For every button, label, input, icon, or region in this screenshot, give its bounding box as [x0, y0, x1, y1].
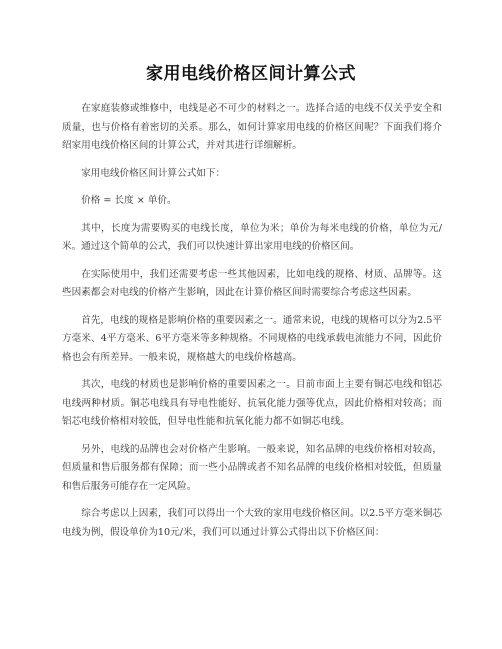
paragraph-other-factors: 在实际使用中，我们还需要考虑一些其他因素，比如电线的规格、材质、品牌等。这些因素都会对电线的价格产生影响，因此在计算价格区间时需要综合考虑这些因素。: [62, 268, 442, 298]
paragraph-formula: 价格 = 长度 × 单价。: [81, 195, 177, 206]
paragraph-brand: 另外，电线的品牌也会对价格产生影响。一般来说，知名品牌的电线价格相对较高，但质量和售后服务都有保障；而一些小品牌或者不知名品牌的电线价格相对较低，但质量和售后服务可能存在一定风险。: [62, 443, 442, 492]
paragraph-material: 其次，电线的材质也是影响价格的重要因素之一。目前市面上主要有铜芯电线和铝芯电线两种材质。铜芯电线具有导电性能好、抗氧化能力强等优点，因此价格相对较高；而铝芯电线价格相对较低，但导电性能和抗氧化能力都不如铜芯电线。: [62, 379, 442, 427]
paragraph-intro: 在家庭装修或维修中，电线是必不可少的材料之一。选择合适的电线不仅关乎安全和质量，也与价格有着密切的关系。那么，如何计算家用电线的价格区间呢？下面我们将介绍家用电线价格区间的计算公式，并对其进行详细解析。: [62, 103, 442, 151]
document-title: 家用电线价格区间计算公式: [146, 64, 356, 84]
paragraph-formula-heading: 家用电线价格区间计算公式如下：: [81, 167, 226, 179]
document-body: [62, 100, 442, 551]
paragraph-specification: 首先，电线的规格是影响价格的重要因素之一。通常来说，电线的规格可以分为2.5平方毫米、4平方毫米、6平方毫米等多种规格。不同规格的电线承载电流能力不同，因此价格也会有所差异。一般来说，规格越大的电线价格越高。: [62, 314, 442, 363]
paragraph-formula-explanation: 其中，长度为需要购买的电线长度，单位为米；单价为每米电线的价格，单位为元/米。通过这个简单的公式，我们可以快速计算出家用电线的价格区间。: [62, 222, 442, 252]
paragraph-conclusion: 综合考虑以上因素，我们可以得出一个大致的家用电线价格区间。以2.5平方毫米铜芯电线为例，假设单价为10元/米，我们可以通过计算公式得出以下价格区间：: [62, 508, 442, 538]
